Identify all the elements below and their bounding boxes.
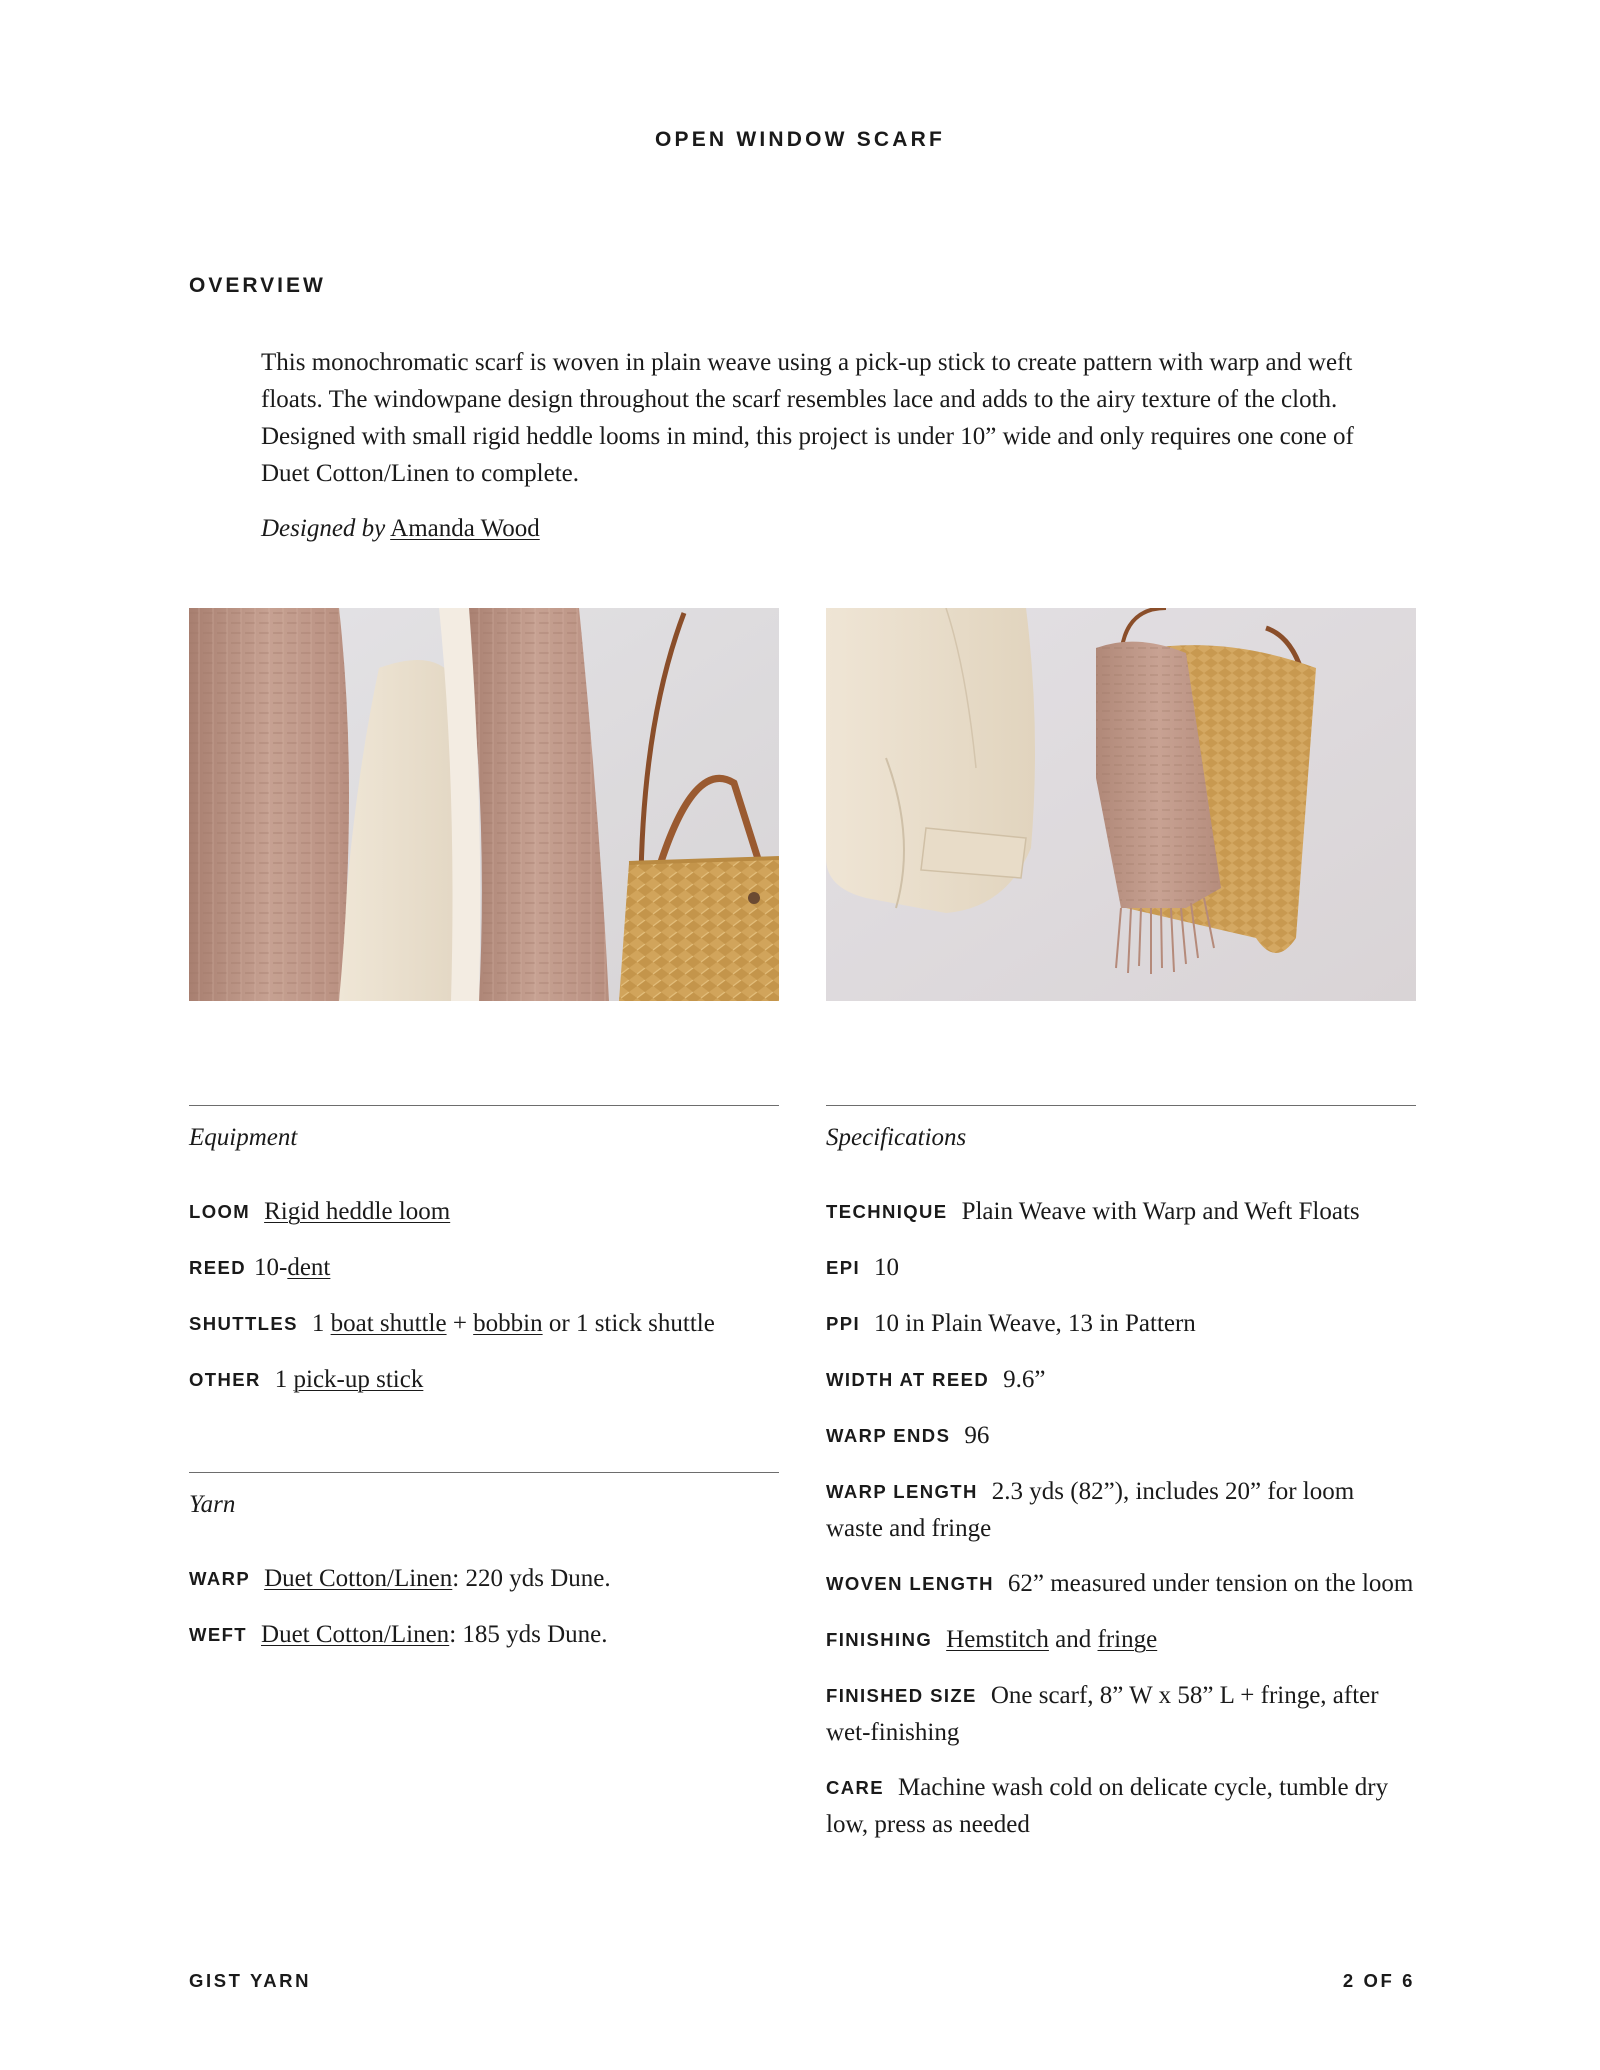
document-title: OPEN WINDOW SCARF [654, 128, 946, 151]
spec-row-warp-length [826, 1474, 1416, 1547]
equipment-section [189, 1105, 779, 1418]
width-at-reed-value: 9.6” [1003, 1366, 1046, 1393]
shuttles-suffix: or 1 stick shuttle [542, 1310, 715, 1337]
other-prefix: 1 [274, 1366, 294, 1393]
finishing-mid: and [1048, 1626, 1098, 1653]
shuttles-prefix: 1 [311, 1310, 331, 1337]
overview-section [261, 344, 1371, 547]
photo-scarf-closeup [189, 608, 779, 1001]
shuttles-label: SHUTTLES [189, 1313, 298, 1334]
rigid-heddle-loom-link[interactable]: Rigid heddle loom [264, 1198, 451, 1225]
yarn-row-weft [189, 1617, 779, 1654]
spec-row-woven-length [826, 1566, 1416, 1603]
equipment-heading: Equipment [189, 1124, 298, 1151]
warp-yarn-amount: : 220 yds Dune. [452, 1565, 611, 1592]
technique-label: TECHNIQUE [826, 1201, 948, 1222]
shuttles-mid: + [446, 1310, 474, 1337]
fringe-link[interactable]: fringe [1097, 1626, 1158, 1653]
woven-length-label: WOVEN LENGTH [826, 1573, 994, 1594]
yarn-row-warp [189, 1561, 779, 1598]
equipment-row-shuttles [189, 1306, 779, 1343]
spec-row-finished-size [826, 1678, 1416, 1751]
spec-row-width-at-reed [826, 1362, 1416, 1399]
designed-by-label: Designed by [261, 515, 386, 542]
warp-ends-value: 96 [964, 1422, 990, 1449]
weft-yarn-link[interactable]: Duet Cotton/Linen [261, 1621, 450, 1648]
spec-row-technique [826, 1194, 1416, 1231]
footer-page-number: 2 OF 6 [1342, 1970, 1415, 1991]
specifications-divider [826, 1105, 1416, 1106]
warp-length-label: WARP LENGTH [826, 1481, 978, 1502]
spec-row-epi [826, 1250, 1416, 1287]
ppi-value: 10 in Plain Weave, 13 in Pattern [874, 1310, 1196, 1337]
equipment-row-loom [189, 1194, 779, 1231]
reed-label: REED [189, 1257, 246, 1278]
dent-link[interactable]: dent [287, 1254, 331, 1281]
loom-label: LOOM [189, 1201, 251, 1222]
equipment-row-other [189, 1362, 779, 1399]
care-label: CARE [826, 1777, 885, 1798]
yarn-section [189, 1472, 779, 1673]
equipment-row-reed [189, 1250, 779, 1287]
spec-row-warp-ends [826, 1418, 1416, 1455]
weft-yarn-amount: : 185 yds Dune. [449, 1621, 608, 1648]
finishing-label: FINISHING [826, 1629, 933, 1650]
specifications-heading: Specifications [826, 1124, 967, 1151]
reed-prefix: 10- [254, 1254, 288, 1281]
specifications-section [826, 1105, 1416, 1862]
photo-scarf-hanging [826, 608, 1416, 1001]
woven-length-value: 62” measured under tension on the loom [1007, 1570, 1414, 1597]
bobbin-link[interactable]: bobbin [473, 1310, 543, 1337]
hemstitch-link[interactable]: Hemstitch [946, 1626, 1049, 1653]
spec-row-care [826, 1770, 1416, 1843]
warp-label: WARP [189, 1568, 251, 1589]
other-label: OTHER [189, 1369, 261, 1390]
designed-by-line [261, 510, 1371, 547]
care-value: Machine wash cold on delicate cycle, tumble dry low, press as needed [826, 1774, 1389, 1838]
overview-paragraph: This monochromatic scarf is woven in plain weave using a pick-up stick to create pattern with warp and weft floats. The windowpane design throughout the scarf resembles lace and adds to the airy texture of the cloth. Designed with small rigid heddle looms in mind, this project is under 10” wide and only requires one cone of Duet Cotton/Linen to complete. [261, 349, 1354, 487]
designer-link[interactable]: Amanda Wood [390, 515, 540, 542]
warp-yarn-link[interactable]: Duet Cotton/Linen [264, 1565, 453, 1592]
warp-ends-label: WARP ENDS [826, 1425, 951, 1446]
finished-size-value: One scarf, 8” W x 58” L + fringe, after wet-finishing [826, 1682, 1379, 1746]
spec-row-finishing [826, 1622, 1416, 1659]
footer-brand: GIST YARN [189, 1970, 312, 1991]
finished-size-label: FINISHED SIZE [826, 1685, 977, 1706]
overview-heading: OVERVIEW [189, 274, 326, 297]
yarn-divider [189, 1472, 779, 1473]
width-at-reed-label: WIDTH AT REED [826, 1369, 990, 1390]
ppi-label: PPI [826, 1313, 861, 1334]
pick-up-stick-link[interactable]: pick-up stick [293, 1366, 424, 1393]
warp-length-value: 2.3 yds (82”), includes 20” for loom waste and fringe [826, 1478, 1355, 1542]
weft-label: WEFT [189, 1624, 248, 1645]
equipment-divider [189, 1105, 779, 1106]
epi-value: 10 [874, 1254, 900, 1281]
spec-row-ppi [826, 1306, 1416, 1343]
yarn-heading: Yarn [189, 1491, 236, 1518]
epi-label: EPI [826, 1257, 861, 1278]
technique-value: Plain Weave with Warp and Weft Floats [961, 1198, 1360, 1225]
boat-shuttle-link[interactable]: boat shuttle [330, 1310, 447, 1337]
